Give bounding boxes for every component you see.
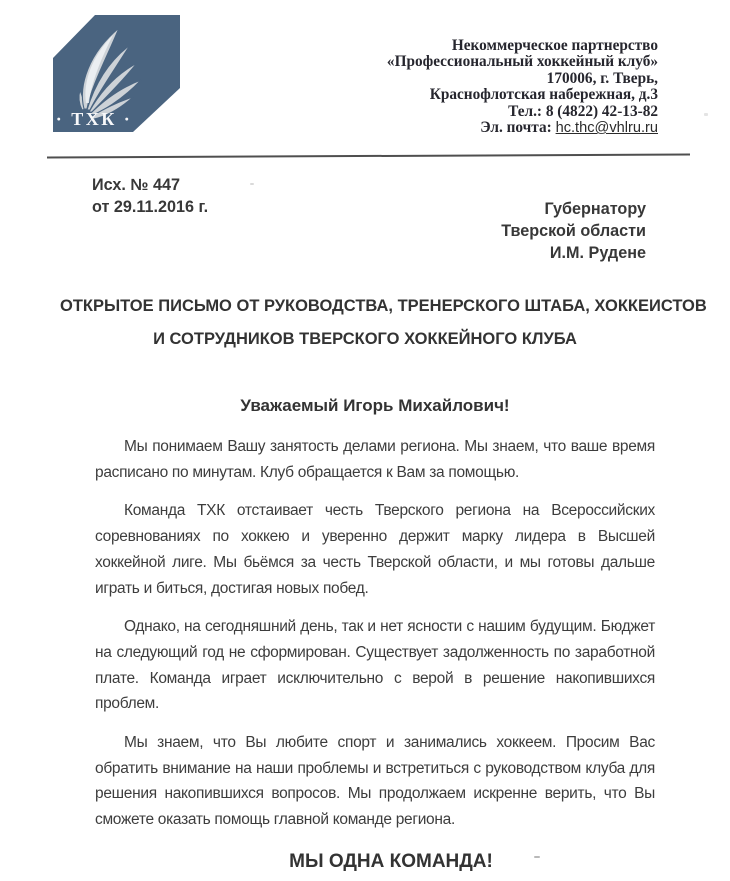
paragraph-4: Мы знаем, что Вы любите спорт и занимались хоккеем. Просим Вас обратить внимание на наши проблемы и встретиться с руководством клуба для решения накопившихся вопросов. Мы продолжаем искренне верить, что Вы сможете оказать помощь главной команде региона. <box>95 734 655 829</box>
scan-artifact <box>250 183 254 185</box>
reference-number: Исх. № 447 <box>92 176 180 194</box>
reference-date: от 29.11.2016 г. <box>92 198 209 216</box>
reference-block <box>92 174 208 218</box>
email-label: Эл. почта: <box>480 119 556 137</box>
org-type-line: Некоммерческое партнерство <box>451 37 658 54</box>
letter-title-line-2: И СОТРУДНИКОВ ТВЕРСКОГО ХОККЕЙНОГО КЛУБА <box>153 330 577 348</box>
letter-title <box>60 290 707 356</box>
org-postal-line: 170006, г. Тверь, <box>546 69 658 87</box>
letter-title-line-1: ОТКРЫТОЕ ПИСЬМО ОТ РУКОВОДСТВА, ТРЕНЕРСКОГО ШТАБА, ХОККЕИСТОВ <box>60 297 707 315</box>
org-street-line: Краснофлотская набережная, д.3 <box>429 86 658 104</box>
org-phone-line: Тел.: 8 (4822) 42-13-82 <box>508 102 658 120</box>
club-logo-text: · ТХК · <box>55 109 133 129</box>
letterhead-divider-line <box>47 153 690 158</box>
paragraph-2: Команда ТХК отстаивает честь Тверского региона на Всероссийских соревнованиях по хоккею и уверенно держит марку лидера в Высшей хоккейной лиге. Мы бьёмся за честь Тверской области, и мы готовы дальше играть и биться, достигая новых побед. <box>95 502 655 597</box>
club-logo <box>53 15 180 132</box>
org-email-line <box>387 120 658 136</box>
scan-artifact <box>534 856 540 858</box>
recipient-position: Губернатору <box>544 200 646 218</box>
paragraph-3: Однако, на сегодняшний день, так и нет ясности с нашим будущим. Бюджет на следующий год не сформирован. Существует задолженность по заработной плате. Команда играет исключительно с верой в решение накопившихся проблем. <box>95 618 655 713</box>
salutation: Уважаемый Игорь Михайлович! <box>240 396 510 415</box>
org-name-line: «Профессиональный хоккейный клуб» <box>386 53 658 71</box>
recipient-region: Тверской области <box>501 222 646 240</box>
slogan: МЫ ОДНА КОМАНДА! <box>289 850 493 872</box>
letter-body <box>95 396 655 874</box>
paragraph-1: Мы понимаем Вашу занятость делами региона. Мы знаем, что ваше время расписано по минутам. Клуб обращается к Вам за помощью. <box>95 438 655 481</box>
recipient-name: И.М. Рудене <box>549 244 646 262</box>
email-link[interactable]: hc.thc@vhlru.ru <box>555 120 658 137</box>
scan-artifact <box>704 113 708 116</box>
letterhead-contact-block <box>387 38 658 136</box>
recipient-block <box>501 198 646 264</box>
